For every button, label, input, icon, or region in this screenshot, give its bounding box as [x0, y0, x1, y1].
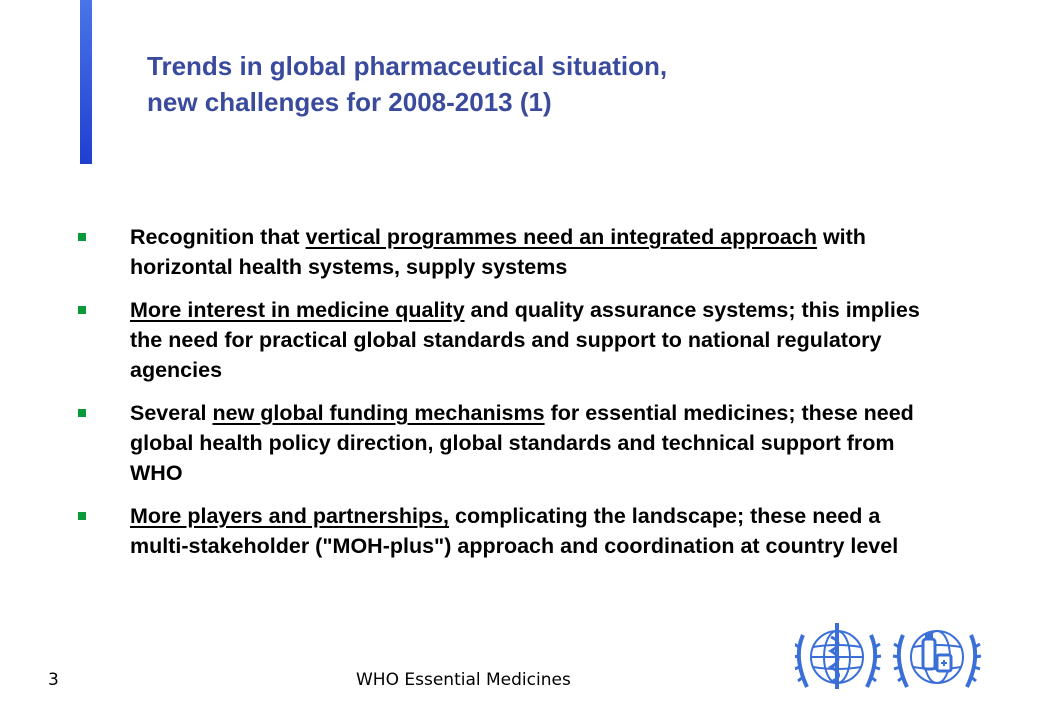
bullet-item [78, 222, 938, 282]
bullet-text-underlined: vertical programmes need an integrated approach [305, 225, 817, 249]
title-accent-bar [80, 0, 92, 164]
bullet-text-post: and quality assurance systems; this implies the need for practical global standards and support to national regulatory agencies [130, 298, 920, 382]
bullet-text-underlined: new global funding mechanisms [212, 401, 545, 425]
slide-title-line-1: Trends in global pharmaceutical situation, [147, 51, 668, 81]
slide-title-line-2: new challenges for 2008-2013 (1) [147, 87, 552, 117]
slide-title [147, 48, 967, 120]
bullet-list [78, 222, 938, 574]
bullet-square-icon [78, 512, 86, 520]
who-essential-medicines-emblem-icon [893, 631, 981, 687]
bullet-text-underlined: More interest in medicine quality [130, 298, 465, 322]
who-emblem-icon [795, 623, 881, 689]
bullet-text-post: for essential medicines; these need global health policy direction, global standards and technical support from WHO [130, 401, 914, 485]
bullet-text-pre: Recognition that [130, 225, 306, 249]
bullet-item [78, 501, 938, 561]
who-logos [795, 614, 985, 700]
bullet-square-icon [78, 409, 86, 417]
bullet-text-post: with horizontal health systems, supply systems [130, 225, 866, 279]
footer-text: WHO Essential Medicines [356, 670, 571, 690]
slide-number: 3 [48, 670, 59, 690]
bullet-text-underlined: More players and partnerships, [130, 504, 450, 528]
bullet-text-pre: Several [130, 401, 213, 425]
bullet-text-post: complicating the landscape; these need a multi-stakeholder ("MOH-plus") approach and coordination at country level [130, 504, 899, 558]
bullet-item [78, 398, 938, 488]
bullet-square-icon [78, 306, 86, 314]
bullet-item [78, 295, 938, 385]
bullet-square-icon [78, 233, 86, 241]
